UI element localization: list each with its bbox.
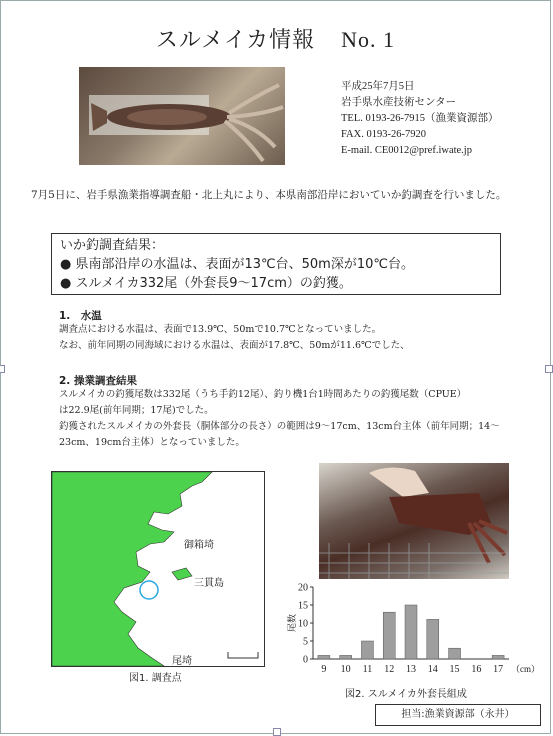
section-water-temp-heading: 1. 水温	[59, 310, 102, 322]
x-tick-label: 16	[471, 664, 482, 675]
result-item: ● 県南部沿岸の水温は、表面が13℃台、50m深が10℃台。	[60, 257, 414, 272]
bar	[492, 655, 504, 659]
y-tick-label: 15	[298, 600, 308, 612]
x-tick-label: 10	[340, 664, 351, 675]
result-summary-box	[51, 233, 501, 295]
x-tick-label: 11	[362, 664, 373, 675]
fax: FAX. 0193-26-7920	[341, 129, 426, 140]
contact-person: 担当:漁業資源部（永井）	[375, 704, 541, 726]
map-caption: 図1. 調査点	[129, 673, 182, 684]
resize-handle-bottom[interactable]	[273, 728, 281, 736]
section-water-temp-body: 調査点における水温は、表面で13.9℃、50mで10.7℃となっていました。 なお、前年同期の同海域における水温は、表面が17.8℃、50mが11.6℃でした、	[59, 324, 410, 351]
organization: 岩手県水産技術センター	[341, 97, 457, 108]
length-composition-chart	[283, 581, 540, 681]
x-tick-label: 17	[493, 664, 504, 675]
y-tick-label: 5	[303, 636, 308, 648]
section-fishing-heading: 2. 操業調査結果	[59, 375, 137, 387]
x-tick-label: 9	[321, 664, 327, 675]
bar	[405, 605, 417, 659]
header-info	[341, 79, 498, 159]
x-axis-unit: （cm）	[511, 664, 540, 674]
resize-handle-left[interactable]	[0, 365, 5, 373]
map-label-island: 三貫島	[194, 578, 224, 589]
x-tick-label: 13	[406, 664, 416, 675]
x-tick-label: 12	[384, 664, 395, 675]
map-label-cape1: 御箱埼	[184, 540, 214, 551]
y-tick-label: 0	[303, 654, 308, 666]
result-heading: いか釣調査結果：	[60, 238, 165, 253]
y-tick-label: 20	[298, 582, 308, 594]
squid-photo	[79, 67, 285, 165]
x-tick-label: 14	[427, 664, 438, 675]
resize-handle-right[interactable]	[545, 365, 553, 373]
bar	[449, 648, 461, 659]
bar	[340, 655, 352, 659]
bar	[383, 612, 395, 659]
chart-caption: 図2. スルメイカ外套長組成	[345, 689, 467, 700]
document-title	[1, 23, 550, 54]
x-tick-label: 15	[449, 664, 460, 675]
intro-text: 7月5日に、岩手県漁業指導調査船・北上丸により、本県南部沿岸においていか釣調査を行いました。	[31, 189, 507, 201]
y-axis-label: 尾数	[287, 613, 297, 633]
y-tick-label: 10	[298, 618, 308, 630]
issue-number: No. 1	[341, 27, 396, 52]
bar	[361, 641, 373, 659]
map-label-cape2: 尾埼	[172, 656, 192, 667]
email: E-mail. CE0012@pref.iwate.jp	[341, 145, 472, 156]
bar	[318, 655, 330, 659]
survey-map	[51, 471, 265, 667]
result-item: ● スルメイカ332尾（外套長9～17cm）の釣獲。	[60, 276, 352, 291]
section-fishing-body: スルメイカの釣獲尾数は332尾（うち手釣12尾）、釣り機1台1時間あたりの釣獲尾数（CPUE） は22.9尾(前年同期；17尾)でした。 釣獲されたスルメイカの外套長（胴体部分の長さ）の範囲は9～17cm、13cm台主体（前年同期；14～ 23cm、19cm台主体）となっていました。	[59, 389, 500, 448]
telephone: TEL. 0193-26-7915（漁業資源部）	[341, 113, 499, 124]
title-text: スルメイカ情報	[155, 28, 316, 53]
squid-in-hand-photo	[319, 463, 509, 579]
issue-date: 平成25年7月5日	[341, 81, 415, 92]
bar	[427, 619, 439, 659]
